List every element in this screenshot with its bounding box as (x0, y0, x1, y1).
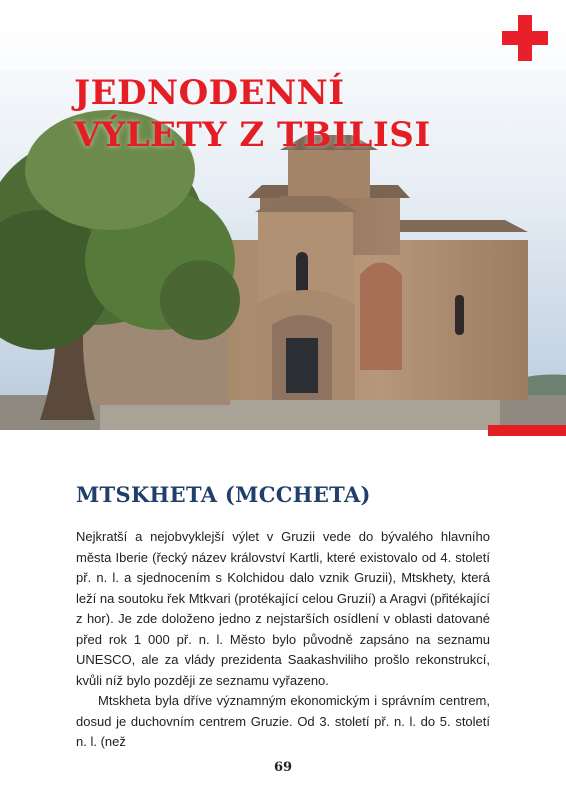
cross-horizontal-bar (502, 31, 548, 45)
title-line-1: JEDNODENNÍ (74, 73, 345, 113)
accent-bar (488, 425, 566, 436)
georgian-cross-icon (502, 15, 548, 61)
paragraph-2: Mtskheta byla dříve významným ekonomickým i správním centrem, dosud je duchovním centrem Gruzie. Od 3. století př. n. l. do 5. století n. l. (než (76, 693, 490, 749)
paragraph-1: Nejkratší a nejobvyklejší výlet v Gruzii vede do bývalého hlavního města Iberie (řecký název království Kartli, které existovalo od 4. století př. n. l. a sjednocením s Kolchidou dalo vznik Gruzii), Mtskhety, která leží na soutoku řek Mtkvari (protékající celou Gruzií) a Aragvi (přitékající z hor). Je zde doloženo jedno z nejstarších osídlení v oblasti datované před rok 1 000 př. n. l. Město bylo původně zapsáno na seznamu UNESCO, ale za vlády prezidenta Saakashviliho prošlo rekonstrukcí, kvůli níž bylo později ze seznamu vyřazeno. (76, 529, 490, 688)
section-heading: MTSKHETA (MCCHETA) (76, 482, 371, 507)
body-text (76, 527, 490, 753)
page-title (74, 72, 431, 156)
page-number: 69 (273, 760, 293, 775)
title-line-2: VÝLETY Z TBILISI (74, 115, 431, 155)
